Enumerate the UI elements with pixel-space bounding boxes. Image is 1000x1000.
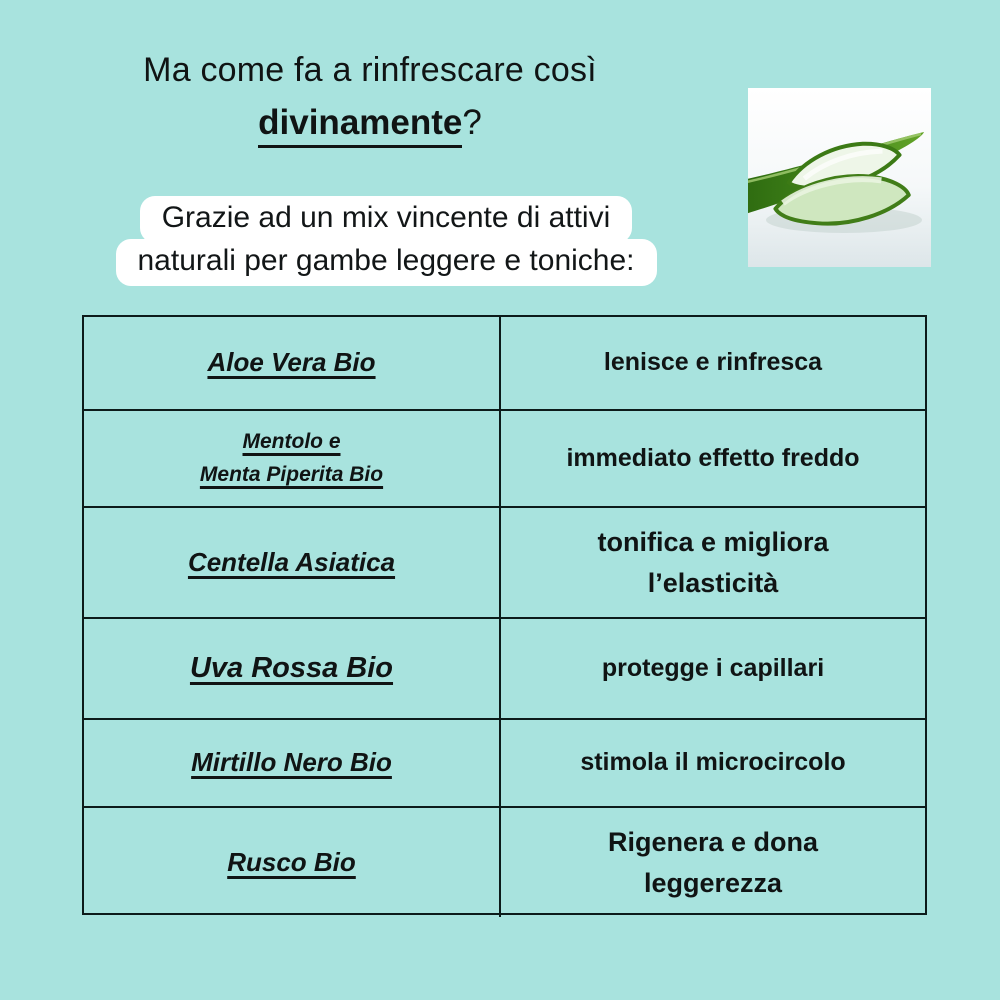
benefit-cell-mirtillo-nero-bio: [501, 720, 925, 808]
benefit-cell-aloe-vera-bio: [501, 317, 925, 411]
benefit-text: leggerezza: [643, 867, 783, 898]
headline-emphasis: divinamente: [258, 103, 462, 148]
ingredient-text: Menta Piperita Bio: [199, 462, 384, 486]
benefit-cell-uva-rossa-bio: [501, 619, 925, 720]
benefit-text: immediato effetto freddo: [566, 443, 860, 472]
ingredient-cell-uva-rossa-bio: [84, 619, 501, 720]
ingredients-table: [82, 315, 927, 915]
benefit-text: Rigenera e dona: [607, 827, 819, 857]
headline: [70, 48, 670, 143]
subtitle-line1: Grazie ad un mix vincente di attivi: [140, 196, 633, 243]
ingredient-cell-centella-asiatica: [84, 508, 501, 619]
ingredient-text: Centella Asiatica: [187, 546, 396, 577]
benefit-text: protegge i capillari: [601, 653, 825, 682]
headline-line1: Ma come fa a rinfrescare così: [143, 51, 597, 89]
subtitle-line2: naturali per gambe leggere e toniche:: [116, 239, 657, 286]
headline-question-mark: ?: [462, 102, 482, 142]
headline-line2: [70, 103, 670, 143]
benefit-cell-rusco-bio: [501, 808, 925, 917]
aloe-vera-icon: [748, 88, 931, 267]
ingredient-text: Uva Rossa Bio: [189, 652, 394, 685]
ingredient-cell-mirtillo-nero-bio: [84, 720, 501, 808]
subtitle: [0, 196, 772, 286]
benefit-text: tonifica e migliora: [597, 527, 829, 557]
benefit-cell-centella-asiatica: [501, 508, 925, 619]
aloe-photo: [748, 88, 931, 267]
ingredient-cell-rusco-bio: [84, 808, 501, 917]
ingredient-cell-mentolo-menta-piperita: [84, 411, 501, 508]
ingredient-text: Rusco Bio: [227, 846, 356, 877]
benefit-text: lenisce e rinfresca: [603, 348, 823, 377]
benefit-cell-mentolo-menta-piperita: [501, 411, 925, 508]
benefit-text: stimola il microcircolo: [580, 748, 846, 777]
benefit-text: l’elasticità: [647, 567, 779, 598]
ingredient-text: Mirtillo Nero Bio: [191, 747, 392, 778]
ingredient-cell-aloe-vera-bio: [84, 317, 501, 411]
ingredient-text: Aloe Vera Bio: [207, 347, 376, 378]
ingredient-text: Mentolo e: [242, 429, 341, 453]
